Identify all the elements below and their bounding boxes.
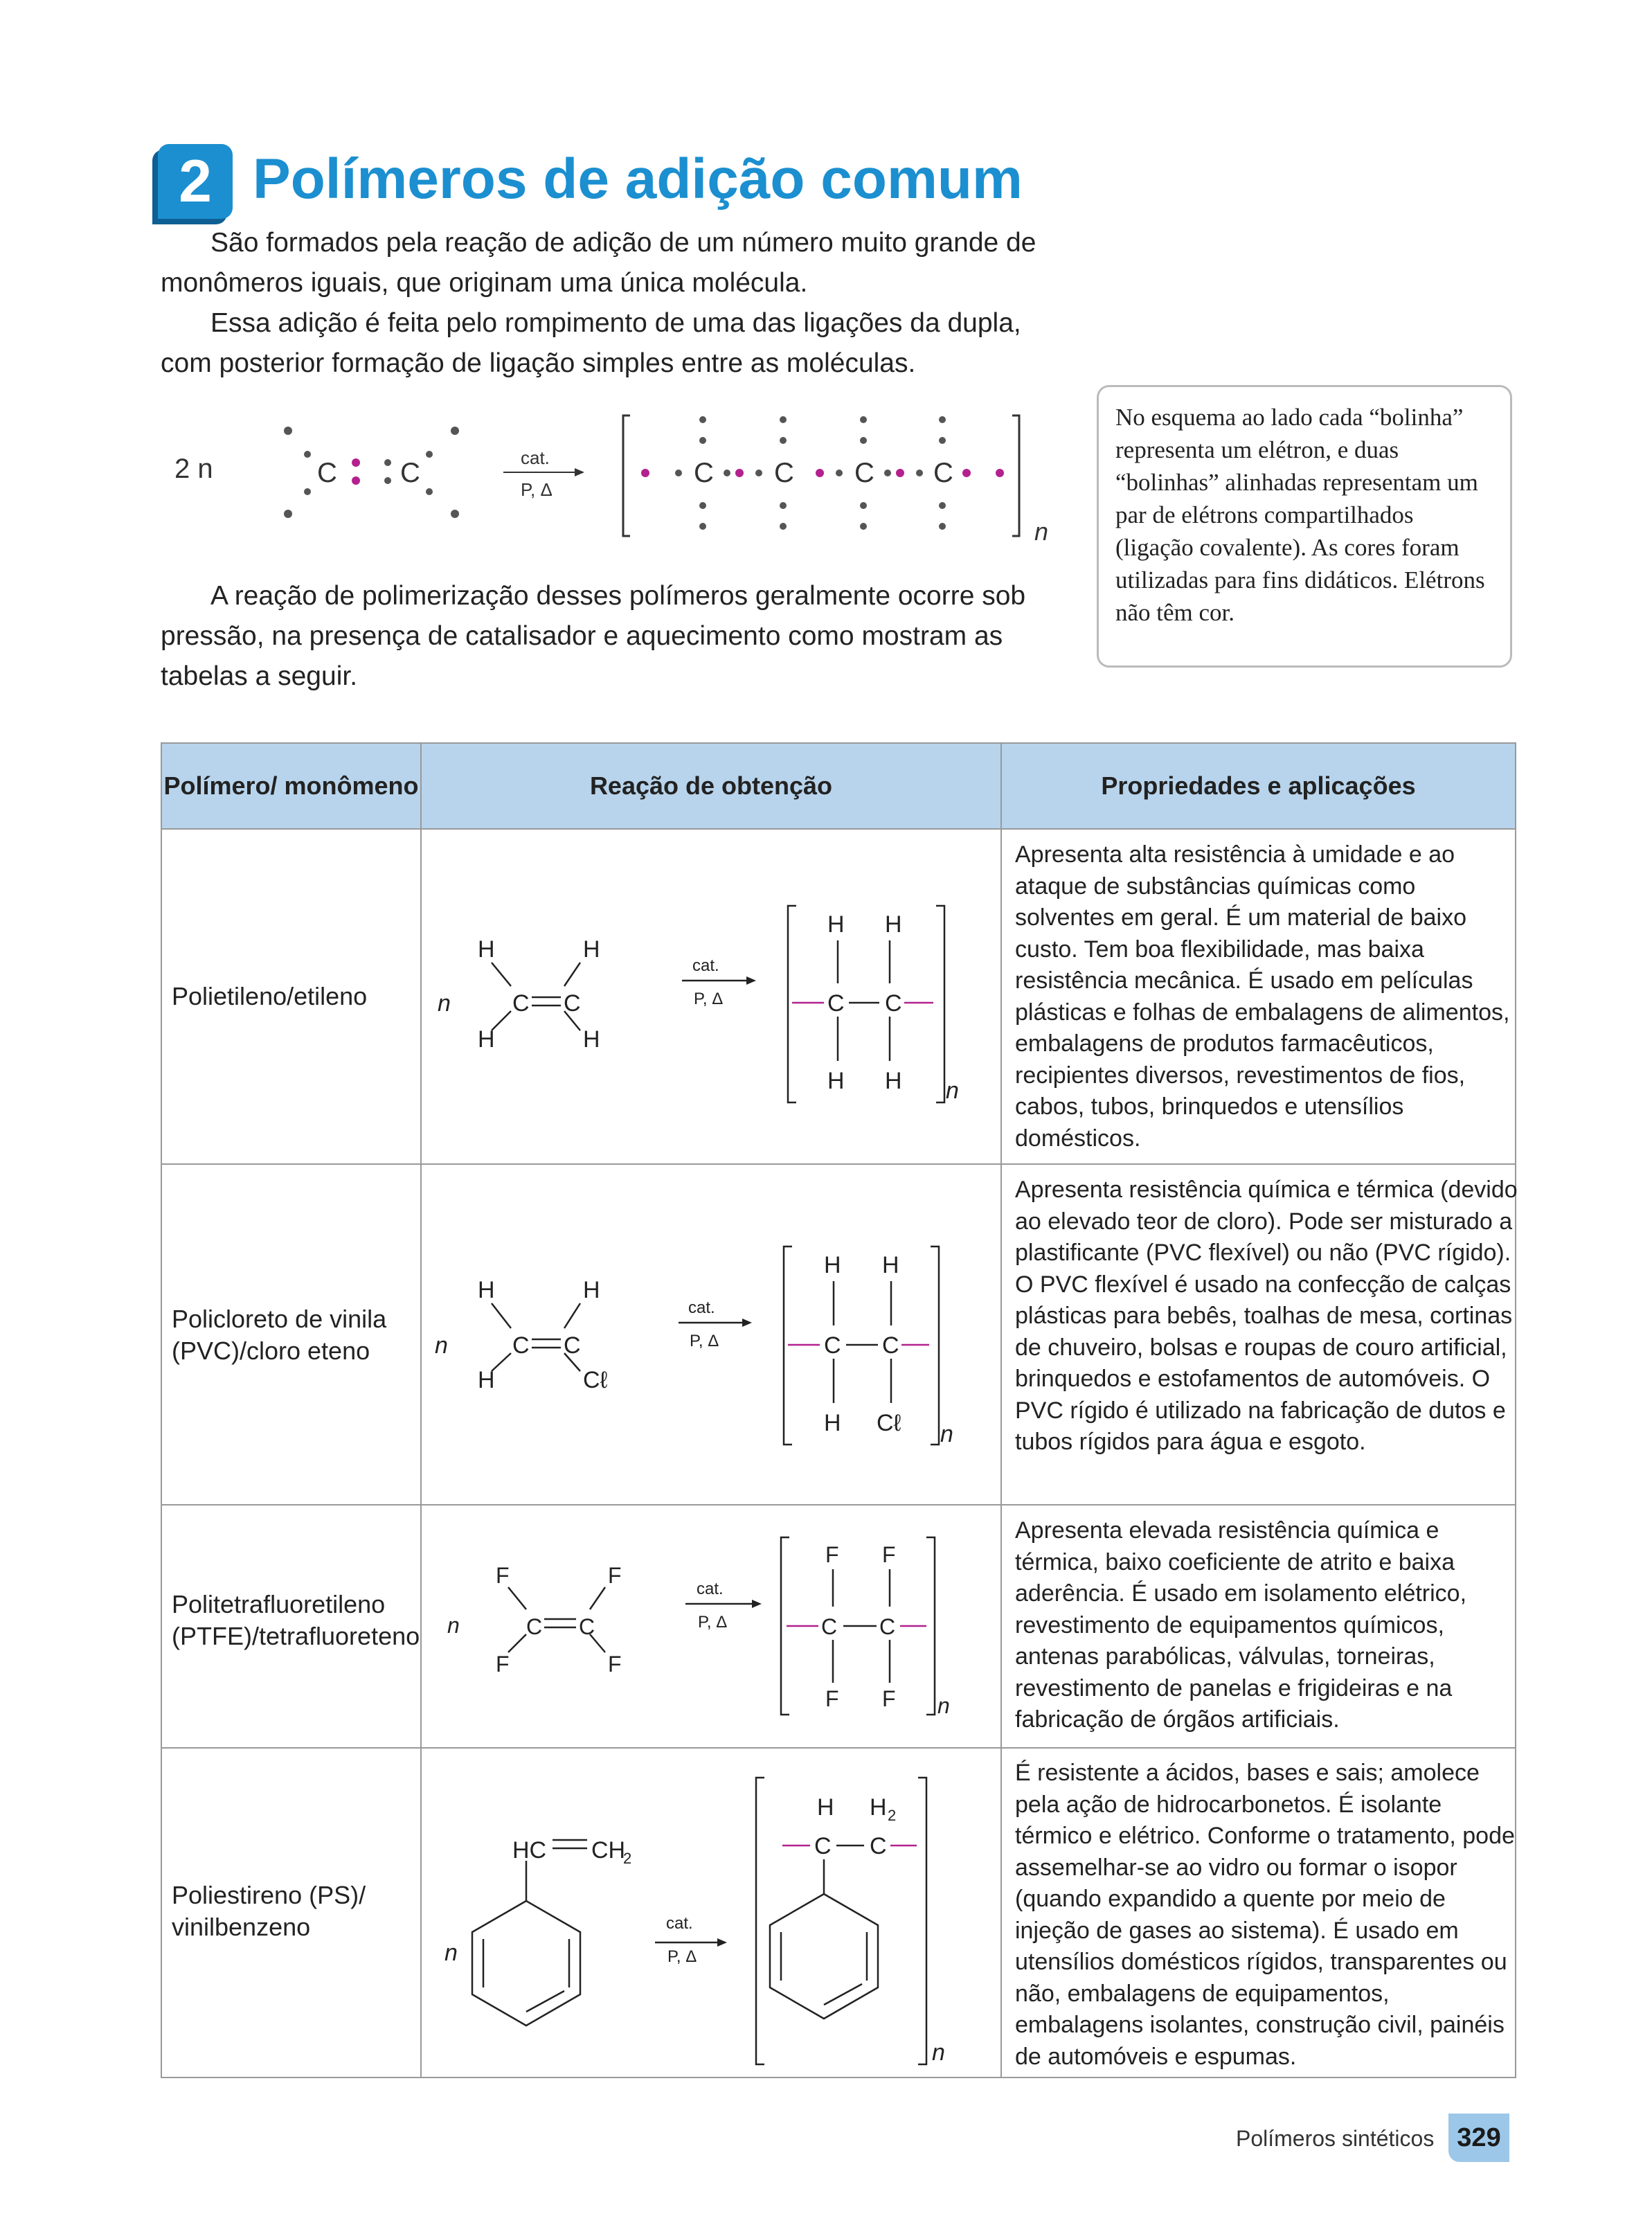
atom-h: H [882, 1252, 899, 1278]
mono-ch2: CH [591, 1837, 626, 1864]
atom-h: H [824, 1410, 841, 1436]
row-4-properties: É resistente a ácidos, bases e sais; amolece pela ação de hidrocarbonetos. É isolante térmico e elétrico. Conforme o tratamento, pode assemelhar-se ao vidro ou formar o isopor (quando expandido a quente por meio de injeção de gases ao sistema). É usado em utensílios domésticos rígidos, transparentes ou não, embalagens de equipamentos, embalagens isolantes, construção civil, painéis de automóveis e espumas. [1015, 1760, 1515, 2070]
atom-f: F [608, 1563, 622, 1588]
scheme-chain-atom: C [933, 458, 953, 488]
atom-f: F [496, 1563, 510, 1588]
scheme-chain-atom: C [854, 458, 874, 488]
atom-f: F [825, 1542, 839, 1567]
scheme-coefficient: 2 n [174, 454, 213, 484]
atom-h: H [870, 1794, 887, 1821]
atom-c: C [827, 990, 845, 1017]
arrow-cat: cat. [666, 1914, 693, 1933]
atom-f: F [496, 1652, 510, 1677]
row-2-properties: Apresenta resistência química e térmica (devido ao elevado teor de cloro). Pode ser misturado a plastificante (PVC flexível) ou não (PVC rígido). O PVC flexível é usado na confecção de calças plásticas para bebês, toalhas de mesa, cortinas de chuveiro, bolsas e roupas de couro artificial, brinquedos e estofamentos de automóveis. O PVC rígido é utilizado na fabricação de dutos e tubos rígidos para água e esgoto. [1015, 1177, 1518, 1455]
atom-h: H [583, 1277, 600, 1303]
coef-n: n [447, 1613, 460, 1638]
atom-c: C [579, 1614, 595, 1639]
atom-c: C [526, 1614, 543, 1639]
atom-h: H [885, 1068, 902, 1094]
atom-h: H [885, 911, 902, 938]
scheme-chain-atom: C [694, 458, 714, 488]
arrow-cond: P, Δ [667, 1947, 697, 1966]
row-1-name: Polietileno/etileno [172, 982, 368, 1010]
subscript-n: n [940, 1421, 953, 1447]
scheme-cat: cat. [521, 447, 550, 468]
atom-c: C [512, 990, 530, 1017]
section-title: Polímeros de adição comum [253, 148, 1023, 211]
atom-f: F [825, 1686, 839, 1711]
arrow-cond: P, Δ [698, 1613, 728, 1632]
coef-n: n [445, 1940, 458, 1966]
atom-f: F [882, 1686, 896, 1711]
atom-c: C [885, 990, 902, 1017]
atom-c: C [821, 1614, 838, 1639]
arrow-cond: P, Δ [694, 990, 724, 1008]
coef-n: n [438, 990, 451, 1017]
scheme-atom: C [400, 458, 420, 488]
atom-f: F [608, 1652, 622, 1677]
row-1-properties: Apresenta alta resistência à umidade e ao ataque de substâncias químicas como solventes em geral. É um material de baixo custo. Tem boa flexibilidade, mas baixa resistência mecânica. É usado em películas plásticas e folhas de embalagens de alimentos, embalagens de produtos farmacêuticos, recipientes diversos, revestimentos de fios, cabos, tubos, brinquedos e utensílios domésticos. [1015, 841, 1510, 1152]
atom-c: C [870, 1833, 887, 1859]
row-3-properties: Apresenta elevada resistência química e térmica, baixo coeficiente de atrito e baixa aderência. É usado em isolamento elétrico, revestimento de equipamentos químicos, antenas parabólicas, válvulas, torneiras, revestimento de panelas e frigideiras e na fabricação de órgãos artificiais. [1015, 1517, 1467, 1733]
atom-h: H [583, 936, 600, 963]
footer-chapter: Polímeros sintéticos [1236, 2126, 1435, 2151]
paragraph-2-text: A reação de polimerização desses polímeros geralmente ocorre sob pressão, na presença de catalisador e aquecimento como mostram as tabelas a seguir. [161, 581, 1026, 691]
atom-c: C [879, 1614, 896, 1639]
intro-paragraph-1: São formados pela reação de adição de um número muito grande de monômeros iguais, que originam uma única molécula. [161, 228, 1036, 298]
reaction-polystyrene [422, 1749, 1000, 2077]
scheme-conditions: P, Δ [521, 479, 553, 500]
coef-n: n [435, 1332, 448, 1359]
atom-h: H [827, 1068, 845, 1094]
atom-c: C [512, 1332, 530, 1359]
reaction-ptfe [422, 1505, 1000, 1746]
paragraph-2 [161, 576, 1054, 697]
reaction-pvc [422, 1165, 1000, 1503]
arrow-cond: P, Δ [690, 1332, 719, 1350]
atom-h: H [478, 1026, 495, 1053]
subscript-2: 2 [888, 1807, 897, 1824]
atom-h: H [827, 911, 845, 938]
atom-cl: Cℓ [583, 1367, 608, 1393]
polymer-table [161, 742, 1516, 2078]
subscript-n: n [937, 1693, 950, 1718]
atom-f: F [882, 1542, 896, 1567]
intro-text [161, 223, 1054, 384]
header-reaction: Reação de obtenção [422, 744, 1000, 828]
atom-h: H [817, 1794, 834, 1821]
atom-c: C [564, 1332, 581, 1359]
electron-dot-scheme [161, 395, 1061, 554]
arrow-cat: cat. [692, 956, 719, 975]
atom-h: H [478, 1367, 495, 1393]
header-polymer: Polímero/ monômeno [162, 744, 420, 828]
arrow-cat: cat. [688, 1298, 715, 1317]
mono-hc: HC [512, 1837, 547, 1864]
row-3-name: Politetrafluoretileno (PTFE)/tetrafluoreteno [172, 1590, 420, 1650]
subscript-n: n [946, 1078, 959, 1104]
atom-h: H [583, 1026, 600, 1053]
atom-h: H [824, 1252, 841, 1278]
header-properties: Propriedades e aplicações [1002, 744, 1515, 828]
reaction-polyethylene [422, 830, 1000, 1162]
scheme-subscript: n [1034, 517, 1049, 546]
arrow-cat: cat. [697, 1580, 724, 1598]
subscript-n: n [932, 2039, 945, 2066]
subscript-2: 2 [623, 1850, 632, 1867]
scheme-atom: C [317, 458, 337, 488]
intro-paragraph-2: Essa adição é feita pelo rompimento de uma das ligações da dupla, com posterior formação de ligação simples entre as moléculas. [161, 308, 1021, 378]
row-4-name: Poliestireno (PS)/ vinilbenzeno [172, 1881, 366, 1941]
atom-h: H [478, 1277, 495, 1303]
atom-c: C [882, 1332, 899, 1359]
scheme-chain-atom: C [774, 458, 794, 488]
row-2-name: Policloreto de vinila (PVC)/cloro eteno [172, 1305, 387, 1365]
atom-cl: Cℓ [877, 1410, 901, 1436]
note-box: No esquema ao lado cada “bolinha” representa um elétron, e duas “bolinhas” alinhadas representam um par de elétrons compartilhados (ligação covalente). As cores foram utilizadas para fins didáticos. Elétrons não têm cor. [1097, 385, 1512, 668]
page-number: 329 [1448, 2114, 1509, 2162]
section-number-badge: 2 [158, 144, 233, 219]
atom-c: C [824, 1332, 841, 1359]
atom-h: H [478, 936, 495, 963]
atom-c: C [814, 1833, 832, 1859]
atom-c: C [564, 990, 581, 1017]
